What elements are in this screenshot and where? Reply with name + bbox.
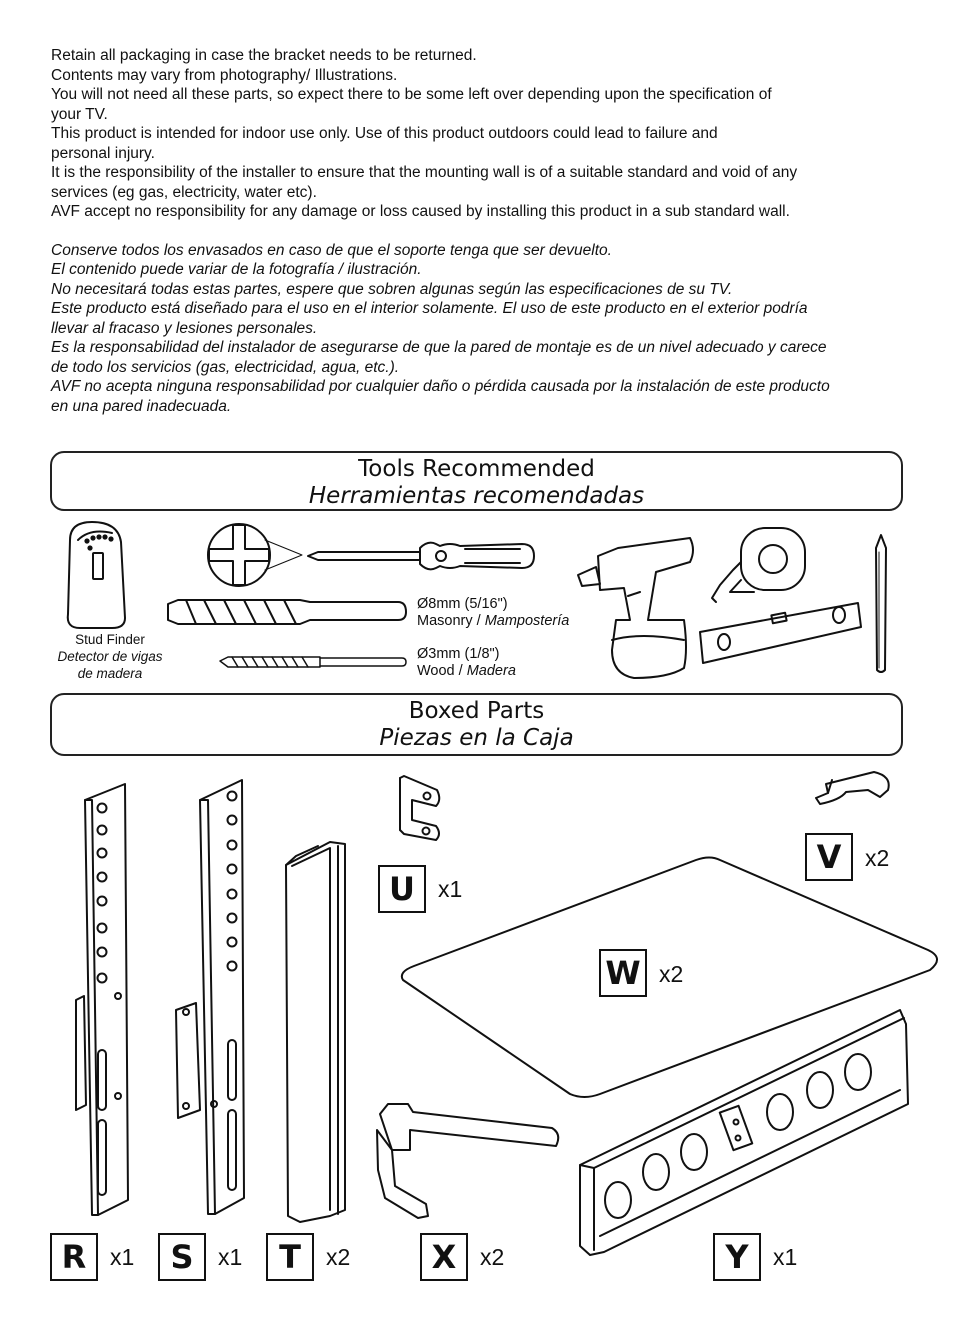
- part-qty-u: x1: [438, 876, 463, 902]
- part-qty-s: x1: [218, 1244, 243, 1270]
- intro-line: It is the responsibility of the installer to ensure that the mounting wall is of a suitable standard and void of any: [51, 164, 798, 181]
- tools-title-es: Herramientas recomendadas: [308, 483, 645, 509]
- part-y-illustration: [580, 1010, 908, 1255]
- intro-line: El contenido puede variar de la fotografía / ilustración.: [51, 261, 422, 278]
- intro-line: Retain all packaging in case the bracket needs to be returned.: [51, 47, 477, 64]
- intro-line: Este producto está diseñado para el uso en el interior solamente. El uso de este producto en el exterior podría: [51, 300, 808, 317]
- stud-finder-label: [40, 631, 180, 682]
- intro-line: services (eg gas, electricity, water etc).: [51, 183, 317, 201]
- part-letter-x: X: [420, 1233, 468, 1281]
- boxed-parts-title-es: Piezas en la Caja: [379, 725, 574, 751]
- stud-finder-label-es-2: de madera: [77, 666, 143, 681]
- part-r-illustration: [76, 784, 128, 1215]
- part-letter-u: U: [378, 865, 426, 913]
- intro-line: AVF accept no responsibility for any damage or loss caused by installing this product in a sub standard wall.: [51, 203, 790, 220]
- drill-icon: [578, 538, 693, 678]
- masonry-bit-type-es: Mampostería: [484, 613, 570, 629]
- wood-bit-size: Ø3mm (1/8"): [417, 646, 500, 662]
- part-qty-r: x1: [110, 1244, 135, 1270]
- wood-bit-icon: [220, 657, 406, 667]
- part-qty-v: x2: [865, 845, 890, 871]
- part-x-illustration: [377, 1104, 558, 1218]
- intro-line: Es la responsabilidad del instalador de asegurarse de que la pared de montaje es de un nivel adecuado y carece: [51, 339, 827, 356]
- intro-line: de todo los servicios (gas, electricidad, agua, etc.).: [51, 358, 400, 376]
- wood-bit-type-es: Madera: [466, 663, 516, 679]
- part-letter-s: S: [158, 1233, 206, 1281]
- tools-title: Tools Recommended: [358, 456, 595, 482]
- part-qty-y: x1: [773, 1244, 798, 1270]
- intro-line: personal injury.: [51, 144, 155, 162]
- masonry-bit-label: [417, 596, 569, 630]
- intro-line: en una pared inadecuada.: [51, 397, 232, 415]
- phillips-head-icon: [208, 524, 302, 586]
- part-letter-v: V: [805, 833, 853, 881]
- boxed-parts-title: Boxed Parts: [408, 698, 545, 724]
- part-qty-x: x2: [480, 1244, 505, 1270]
- wood-bit-type-en: Wood /: [417, 663, 463, 679]
- screwdriver-icon: [308, 543, 534, 570]
- intro-line: This product is intended for indoor use only. Use of this product outdoors could lead to failure and: [51, 125, 718, 142]
- stud-finder-label-es-1: Detector de vigas: [57, 649, 163, 664]
- stud-finder-label-en: Stud Finder: [75, 632, 145, 647]
- part-v-illustration: [816, 772, 889, 804]
- part-qty-t: x2: [326, 1244, 351, 1270]
- masonry-bit-icon: [168, 600, 406, 624]
- part-t-illustration: [286, 842, 345, 1222]
- tape-measure-icon: [712, 528, 805, 602]
- part-letter-y: Y: [713, 1233, 761, 1281]
- wood-bit-label: [417, 646, 516, 680]
- intro-line: your TV.: [51, 105, 108, 123]
- part-letter-w: W: [599, 949, 647, 997]
- spirit-level-icon: [700, 603, 861, 663]
- part-u-illustration: [400, 776, 439, 840]
- part-letter-r: R: [50, 1233, 98, 1281]
- pencil-icon: [876, 535, 886, 672]
- masonry-bit-type-en: Masonry /: [417, 613, 481, 629]
- masonry-bit-size: Ø8mm (5/16"): [417, 596, 508, 612]
- intro-line: Contents may vary from photography/ Illustrations.: [51, 66, 398, 84]
- intro-line: You will not need all these parts, so expect there to be some left over depending upon the specification of: [51, 86, 772, 103]
- intro-line: llevar al fracaso y lesiones personales.: [51, 319, 318, 337]
- intro-line: No necesitará todas estas partes, espere que sobren algunas según las especificaciones de su TV.: [51, 280, 733, 298]
- stud-finder-icon: [68, 522, 125, 628]
- boxed-parts-banner: [50, 693, 903, 756]
- intro-line: Conserve todos los envasados en caso de que el soporte tenga que ser devuelto.: [51, 241, 612, 259]
- intro-line: AVF no acepta ninguna responsabilidad por cualquier daño o pérdida causada por la instalación de este producto: [51, 378, 830, 395]
- part-letter-t: T: [266, 1233, 314, 1281]
- part-qty-w: x2: [659, 961, 684, 987]
- part-s-illustration: [176, 780, 244, 1214]
